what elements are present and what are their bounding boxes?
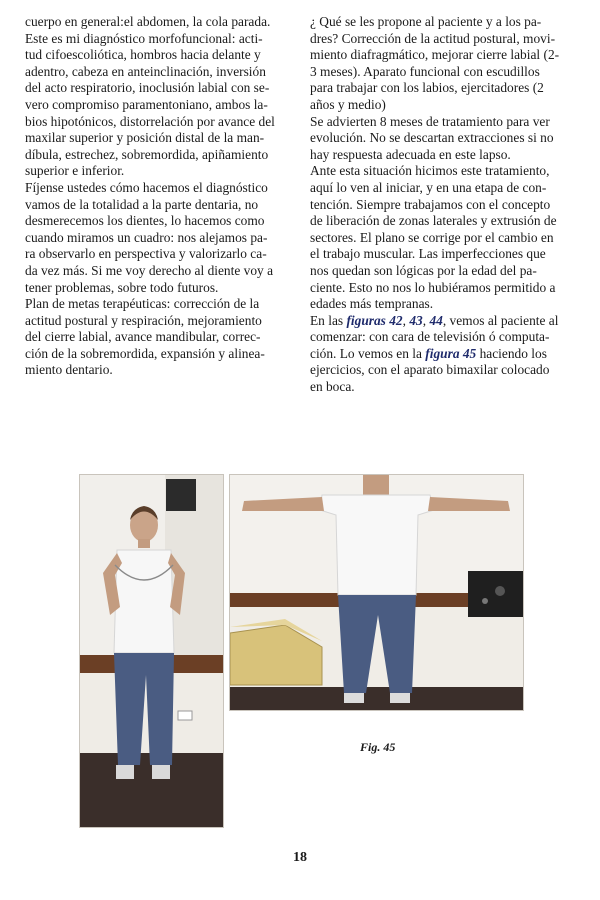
paragraph-line: vamos de la totalidad a la parte dentaria, no (25, 196, 259, 212)
paragraph-line: 3 meses). Aparato funcional con escudillos (310, 63, 540, 79)
paragraph-line: el trabajo muscular. Las imperfecciones que (310, 246, 546, 262)
paragraph-line: ción de la sobremordida, expansión y alinea- (25, 345, 265, 361)
paragraph-line: edades más tempranas. (310, 296, 434, 312)
paragraph-line: adentro, cabeza en anteinclinación, inversión (25, 63, 266, 79)
figure-reference[interactable]: 44 (429, 312, 443, 328)
patient-photo-front (79, 474, 224, 828)
paragraph-line: cuando miramos un cuadro: nos alejamos pa- (25, 229, 268, 245)
paragraph-line: actitud postural y respiración, mejoramiento (25, 312, 262, 328)
paragraph-line: miento diafragmático, mejorar cierre labial (2- (310, 47, 560, 63)
figure-reference[interactable]: 43 (409, 312, 423, 328)
paragraph-line: de liberación de zonas laterales y extrusión de (310, 213, 557, 229)
paragraph-line: bios hipotónicos, distorrelación por avance del (25, 113, 275, 129)
paragraph-line: desmerecemos los dientes, lo hacemos como (25, 213, 265, 229)
paragraph-line: comenzar: con cara de televisión ó computa- (310, 329, 550, 345)
paragraph-line: Ante esta situación hicimos este tratamiento, (310, 163, 550, 179)
paragraph-line: aquí lo ven al iniciar, y en una etapa de con- (310, 179, 547, 195)
paragraph-line: miento dentario. (25, 362, 113, 378)
paragraph-line: años y medio) (310, 96, 386, 112)
figure-reference[interactable]: figuras 42 (346, 312, 403, 328)
paragraph-line: díbula, estrechez, sobremordida, apiñamiento (25, 146, 269, 162)
page-number: 18 (293, 850, 307, 865)
paragraph-line: del acto respiratorio, inoclusión labial con se- (25, 80, 270, 96)
paragraph-line: sectores. El plano se corrige por el cambio en (310, 229, 554, 245)
paragraph-line: ejercicios, con el aparato bimaxilar colocado (310, 362, 550, 378)
figure-reference[interactable]: figura 45 (425, 345, 477, 361)
paragraph-line: ción. Lo vemos en la figura 45 haciendo los (310, 345, 547, 361)
patient-exercise-illustration (230, 475, 523, 710)
paragraph-line: Se advierten 8 meses de tratamiento para ver (310, 113, 550, 129)
patient-photo-arms-extended (229, 474, 524, 711)
patient-front-illustration (80, 475, 223, 827)
paragraph-line: ciente. Esto no nos lo hubiéramos permitido a (310, 279, 556, 295)
paragraph-line: da vez más. Si me voy derecho al diente voy a (25, 262, 274, 278)
paragraph-line: tud cifoescoliótica, hombros hacia delante y (25, 47, 261, 63)
paragraph-line: maxilar superior y posición distal de la man- (25, 130, 265, 146)
paragraph-line: evolución. No se descartan extracciones si no (310, 130, 554, 146)
paragraph-line: tención. Siempre trabajamos con el concepto (310, 196, 551, 212)
paragraph-line: superior e inferior. (25, 163, 125, 179)
paragraph-line: hay respuesta adecuada en este lapso. (310, 146, 511, 162)
paragraph-line: Este es mi diagnóstico morfofuncional: acti- (25, 30, 263, 46)
paragraph-line: vero compromiso paramentoniano, ambos la- (25, 96, 268, 112)
figure-caption: Fig. 45 (360, 740, 396, 754)
paragraph-line: ra observarlo en perspectiva y valorizarlo ca- (25, 246, 267, 262)
paragraph-line: dres? Corrección de la actitud postural, movi- (310, 30, 556, 46)
paragraph-line: nos quedan son lógicas por la edad del pa- (310, 262, 537, 278)
paragraph-line: Fíjense ustedes cómo hacemos el diagnóstico (25, 179, 268, 195)
paragraph-line: del cierre labial, avance mandibular, correc- (25, 329, 261, 345)
paragraph-line: ¿ Qué se les propone al paciente y a los pa- (310, 14, 542, 29)
paragraph-line: para trabajar con los labios, ejercitadores (2 (310, 80, 544, 96)
left-text-column (25, 14, 293, 379)
paragraph-line: cuerpo en general:el abdomen, la cola parada. (25, 14, 271, 29)
paragraph-line: En las figuras 42, 43, 44, vemos al paciente al (310, 312, 559, 328)
right-text-column (310, 14, 578, 396)
paragraph-line: en boca. (310, 379, 355, 395)
paragraph-line: tener problemas, sobre todo futuros. (25, 279, 219, 295)
paragraph-line: Plan de metas terapéuticas: corrección de la (25, 296, 260, 312)
